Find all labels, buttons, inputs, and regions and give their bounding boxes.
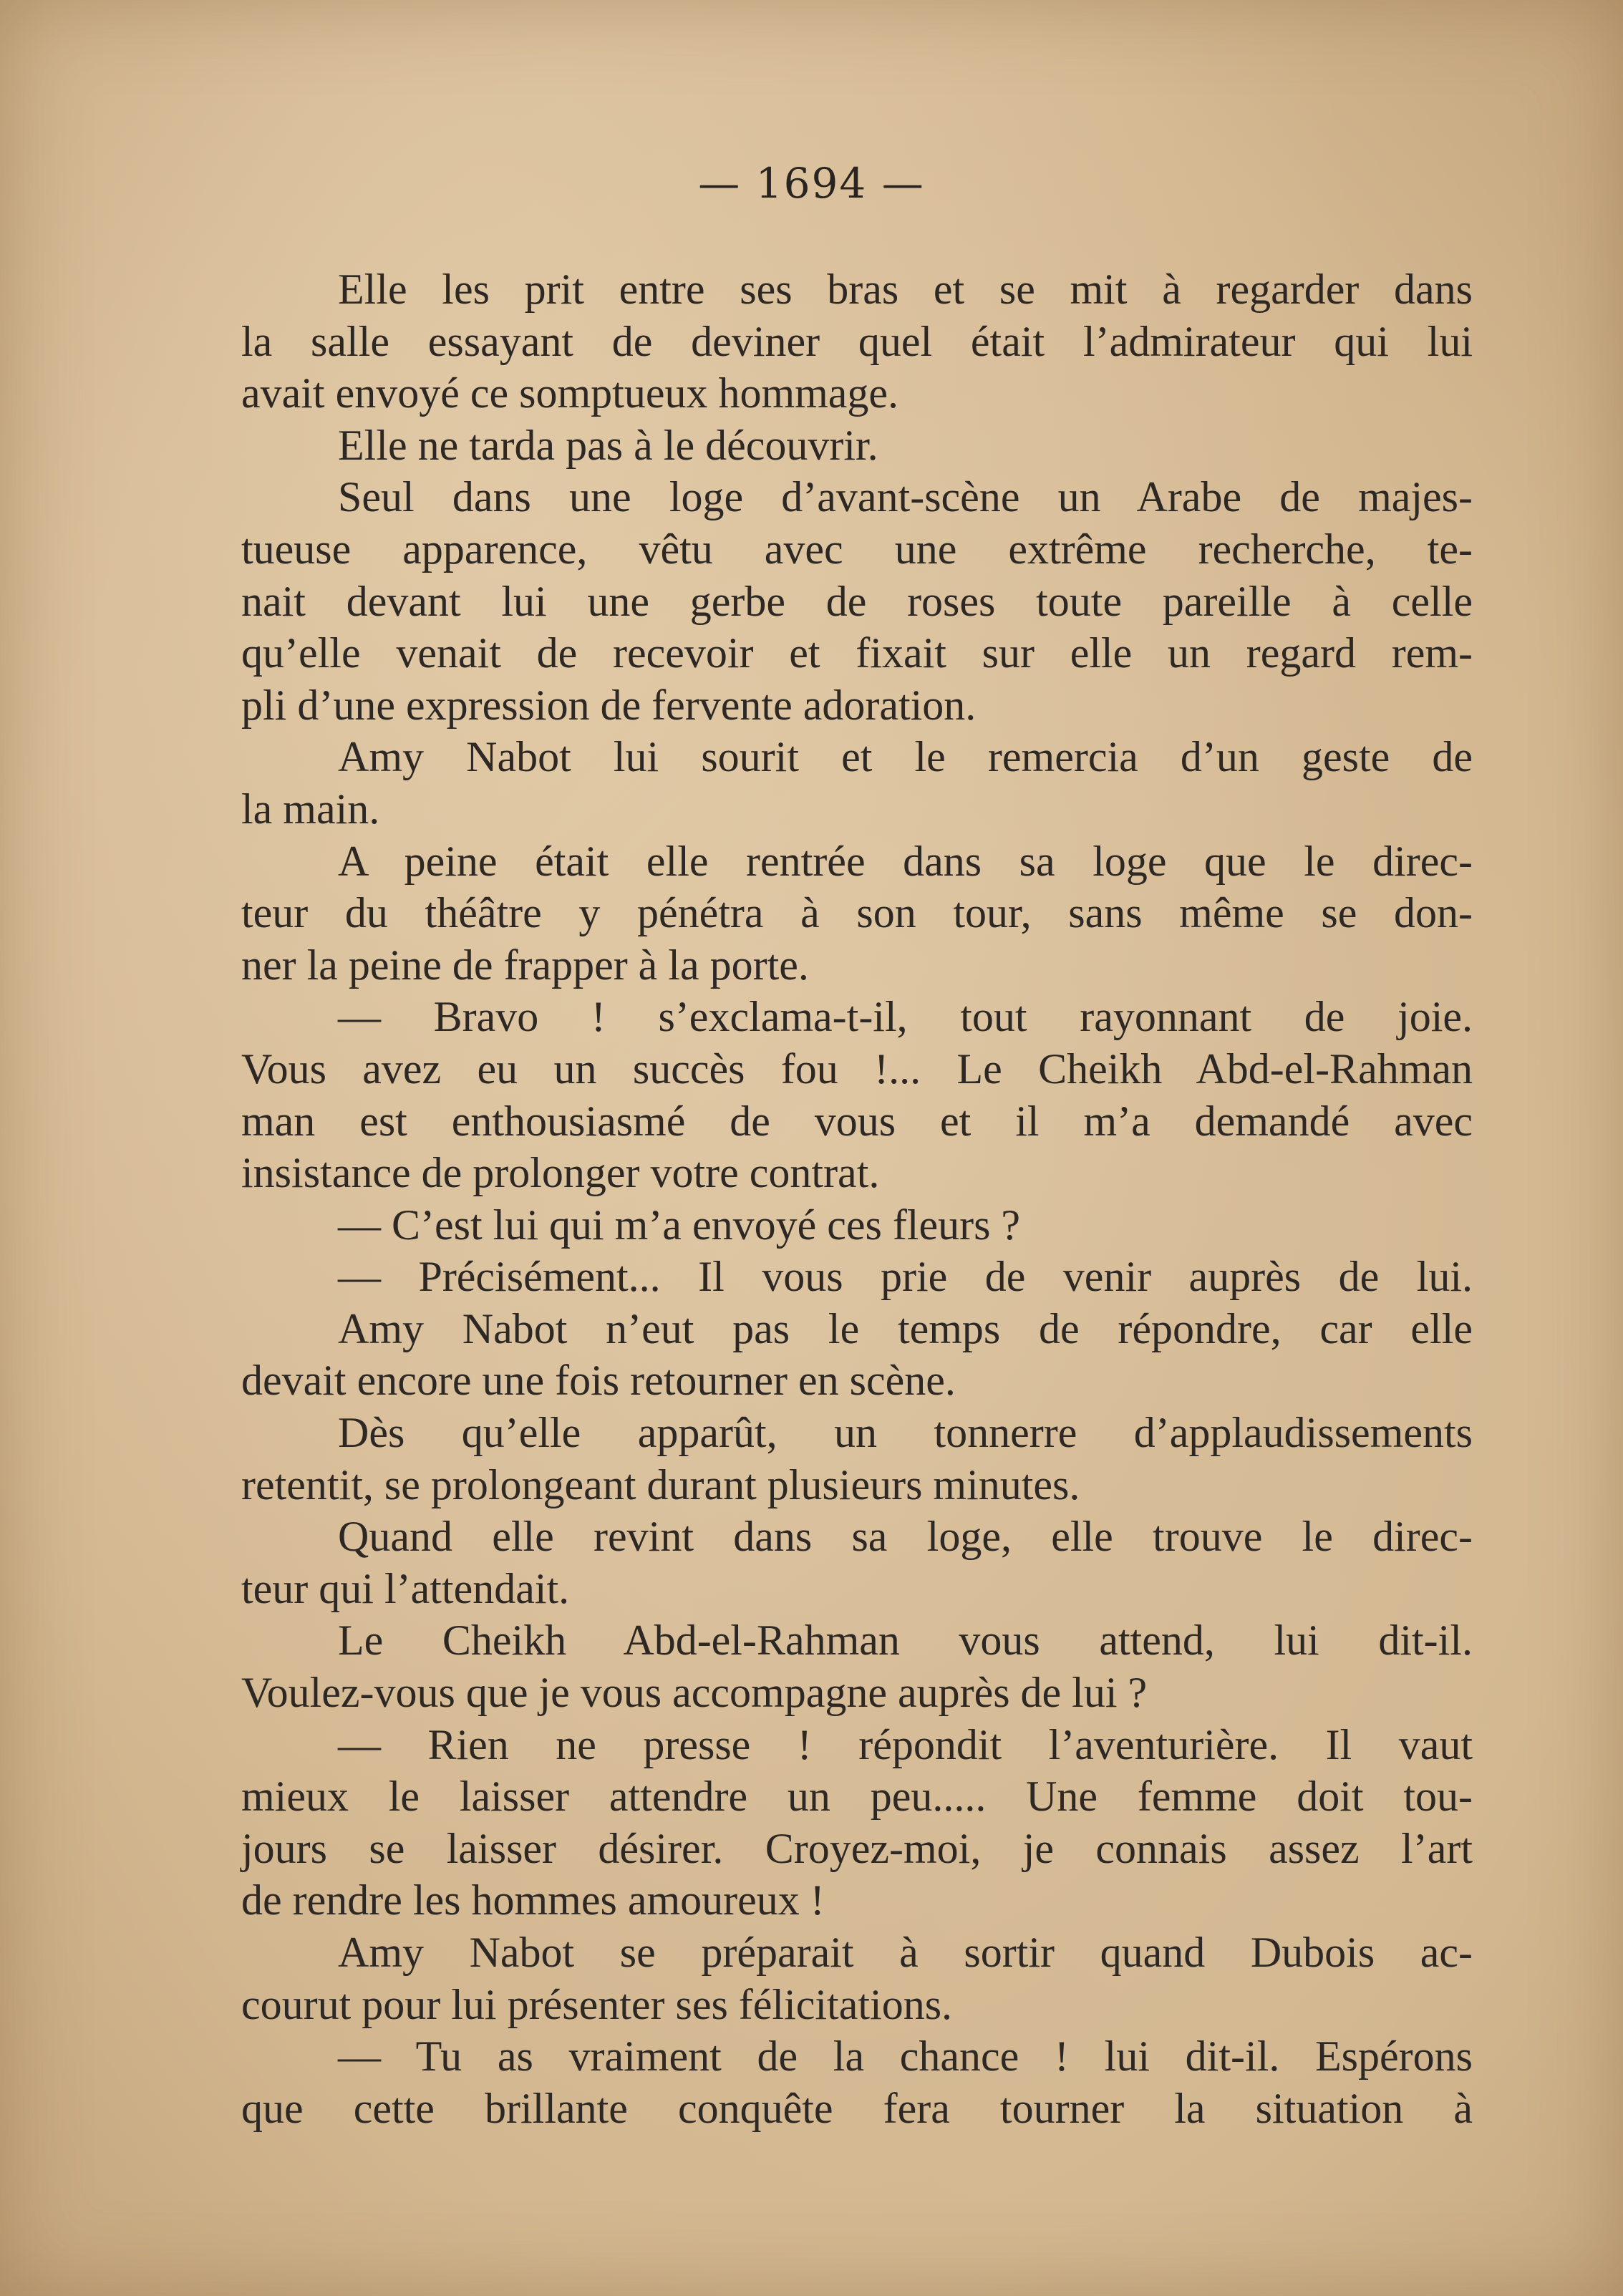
text-line: qu’elle venait de recevoir et fixait sur elle un regard rem- (241, 629, 1473, 677)
text-line: retentit, se prolongeant durant plusieurs minutes. (241, 1461, 1080, 1508)
text-line: A peine était elle rentrée dans sa loge que le direc- (338, 837, 1473, 885)
text-line: jours se laisser désirer. Croyez-moi, je connais assez l’art (241, 1824, 1473, 1872)
text-line: tueuse apparence, vêtu avec une extrême recherche, te- (241, 525, 1473, 573)
text-line: nait devant lui une gerbe de roses toute pareille à celle (241, 577, 1473, 625)
text-line: mieux le laisser attendre un peu..... Une femme doit tou- (241, 1773, 1473, 1821)
text-line: Elle ne tarda pas à le découvrir. (338, 421, 878, 469)
text-line: Elle les prit entre ses bras et se mit à regarder dans (338, 266, 1473, 313)
text-line: Voulez-vous que je vous accompagne auprès de lui ? (241, 1669, 1148, 1717)
text-line: Le Cheikh Abd-el-Rahman vous attend, lui dit-il. (338, 1617, 1473, 1665)
text-line: — Tu as vraiment de la chance ! lui dit-il. Espérons (338, 2033, 1473, 2081)
text-line: Amy Nabot se préparait à sortir quand Dubois ac- (338, 1929, 1473, 1976)
text-line: — Précisément... Il vous prie de venir auprès de lui. (338, 1253, 1473, 1301)
text-line: teur du théâtre y pénétra à son tour, sans même se don- (241, 889, 1473, 937)
text-line: avait envoyé ce somptueux hommage. (241, 369, 899, 417)
text-line: ner la peine de frapper à la porte. (241, 941, 809, 989)
page-number: — 1694 — (698, 159, 925, 208)
text-line: insistance de prolonger votre contrat. (241, 1149, 880, 1197)
text-line: Amy Nabot n’eut pas le temps de répondre, car elle (338, 1304, 1473, 1352)
text-line: la salle essayant de deviner quel était l’admirateur qui lui (241, 317, 1473, 365)
text-line: — C’est lui qui m’a envoyé ces fleurs ? (338, 1201, 1021, 1249)
text-line: Amy Nabot lui sourit et le remercia d’un geste de (338, 733, 1473, 781)
text-line: courut pour lui présenter ses félicitations. (241, 1980, 953, 2028)
text-line: la main. (241, 785, 380, 833)
text-line: de rendre les hommes amoureux ! (241, 1876, 825, 1924)
text-line: — Bravo ! s’exclama-t-il, tout rayonnant de joie. (338, 993, 1473, 1041)
text-block (241, 263, 1473, 2134)
text-line: pli d’une expression de fervente adoration. (241, 681, 977, 729)
text-line: man est enthousiasmé de vous et il m’a demandé avec (241, 1097, 1473, 1145)
text-line: Quand elle revint dans sa loge, elle trouve le direc- (338, 1513, 1473, 1561)
text-line: teur qui l’attendait. (241, 1564, 570, 1612)
text-line: que cette brillante conquête fera tourner la situation à (241, 2084, 1473, 2132)
text-line: — Rien ne presse ! répondit l’aventurière. Il vaut (338, 1720, 1473, 1768)
text-line: Dès qu’elle apparût, un tonnerre d’applaudissements (338, 1409, 1473, 1457)
text-line: Vous avez eu un succès fou !... Le Cheikh Abd-el-Rahman (241, 1045, 1473, 1093)
text-line: devait encore une fois retourner en scène. (241, 1357, 956, 1405)
text-line: Seul dans une loge d’avant-scène un Arabe de majes- (338, 473, 1473, 521)
